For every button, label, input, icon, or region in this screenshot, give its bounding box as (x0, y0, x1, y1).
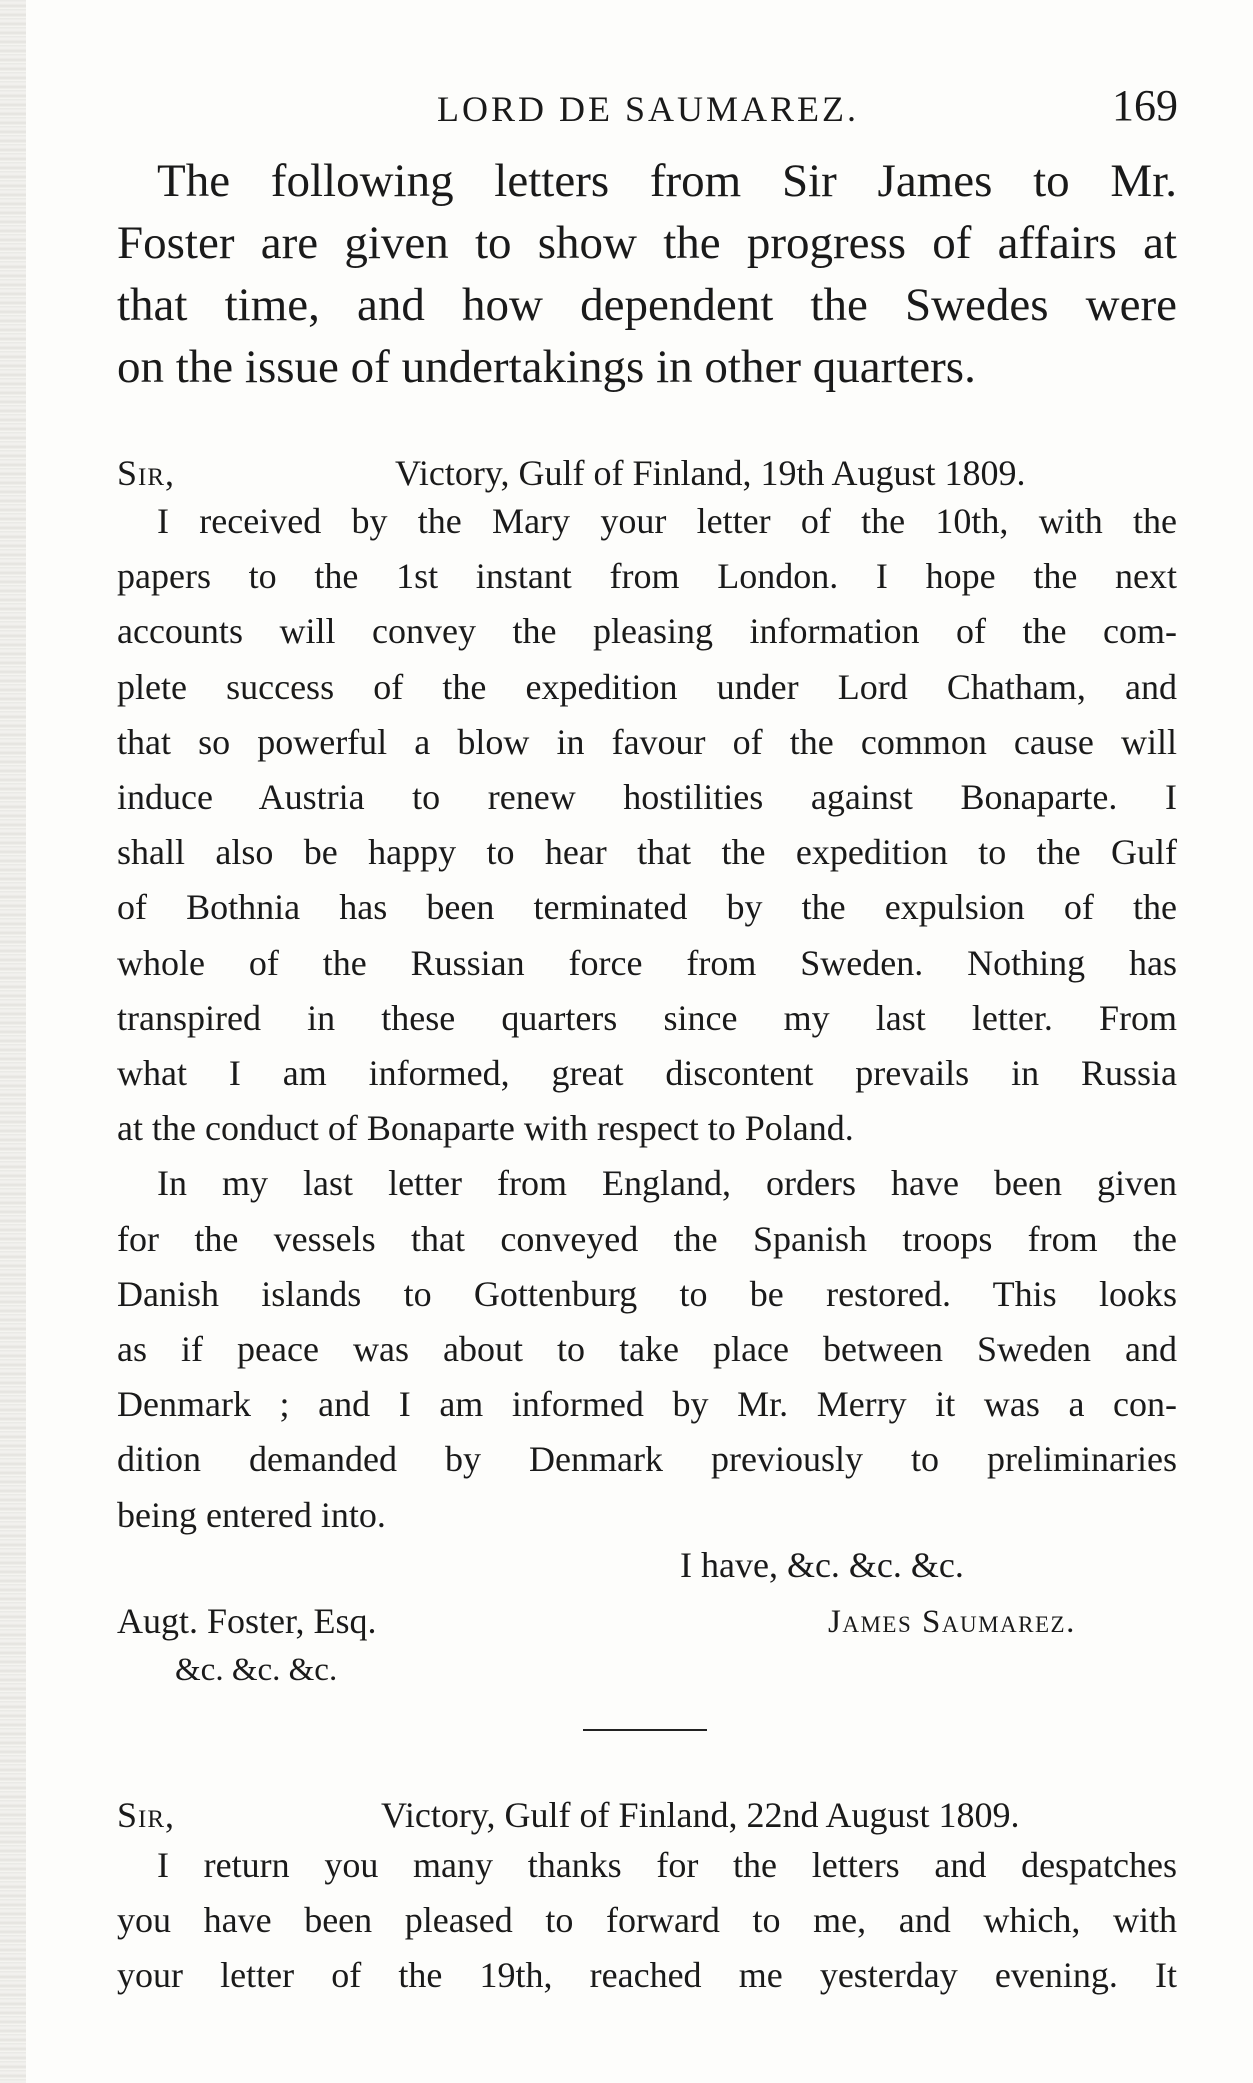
body-line: shall also be happy to hear that the expedition to the Gulf (117, 832, 1177, 873)
intro-line: The following letters from Sir James to Mr. (157, 155, 1177, 207)
running-head (0, 80, 1253, 136)
body-line: papers to the 1st instant from London. I hope the next (117, 556, 1177, 597)
body-line: dition demanded by Denmark previously to preliminaries (117, 1439, 1177, 1480)
body-line: I received by the Mary your letter of the 10th, with the (157, 501, 1177, 541)
letter1-addressee-etc: &c. &c. &c. (175, 1652, 338, 1688)
body-line: I return you many thanks for the letters and despatches (157, 1845, 1177, 1885)
body-line: accounts will convey the pleasing information of the com- (117, 611, 1177, 652)
body-line: In my last letter from England, orders have been given (157, 1163, 1177, 1204)
letter2-body (117, 1838, 1177, 2004)
letter1-dateline (117, 448, 1177, 494)
section-divider (583, 1729, 707, 1731)
body-line: that so powerful a blow in favour of the common cause will (117, 721, 1177, 762)
letter1-salutation: Sir, (117, 453, 176, 493)
body-line: at the conduct of Bonaparte with respect to Poland. (117, 1108, 854, 1149)
running-title: LORD DE SAUMAREZ. (437, 89, 860, 129)
page-number: 169 (1112, 81, 1178, 130)
body-line: plete success of the expedition under Lord Chatham, and (117, 666, 1177, 707)
body-line: transpired in these quarters since my last letter. From (117, 997, 1177, 1038)
body-line: your letter of the 19th, reached me yesterday evening. It (117, 1955, 1177, 1996)
body-line: Danish islands to Gottenburg to be restored. This looks (117, 1273, 1177, 1314)
letter1-closing: I have, &c. &c. &c. (680, 1545, 964, 1585)
letter2-salutation: Sir, (117, 1795, 176, 1835)
intro-line: that time, and how dependent the Swedes were (117, 279, 1177, 331)
body-line: whole of the Russian force from Sweden. Nothing has (117, 942, 1177, 983)
body-line: for the vessels that conveyed the Spanish troops from the (117, 1218, 1177, 1259)
body-line: you have been pleased to forward to me, and which, with (117, 1900, 1177, 1941)
letter2-place-date: Victory, Gulf of Finland, 22nd August 1809. (381, 1795, 1020, 1835)
body-line: as if peace was about to take place between Sweden and (117, 1329, 1177, 1370)
body-line: what I am informed, great discontent prevails in Russia (117, 1053, 1177, 1094)
intro-line: on the issue of undertakings in other quarters. (117, 341, 976, 393)
body-line: Denmark ; and I am informed by Mr. Merry it was a con- (117, 1384, 1177, 1425)
letter1-addressee: Augt. Foster, Esq. (117, 1601, 377, 1641)
letter1-signature: James Saumarez. (828, 1604, 1076, 1640)
letter1-body (117, 494, 1177, 1543)
letter1-place-date: Victory, Gulf of Finland, 19th August 1809. (395, 453, 1026, 493)
letter2-dateline (117, 1790, 1177, 1836)
binding-gutter (0, 0, 26, 2083)
body-line: of Bothnia has been terminated by the expulsion of the (117, 887, 1177, 928)
body-line: induce Austria to renew hostilities against Bonaparte. I (117, 777, 1177, 818)
intro-paragraph (117, 150, 1177, 398)
body-line: being entered into. (117, 1494, 386, 1535)
intro-line: Foster are given to show the progress of affairs at (117, 217, 1177, 269)
